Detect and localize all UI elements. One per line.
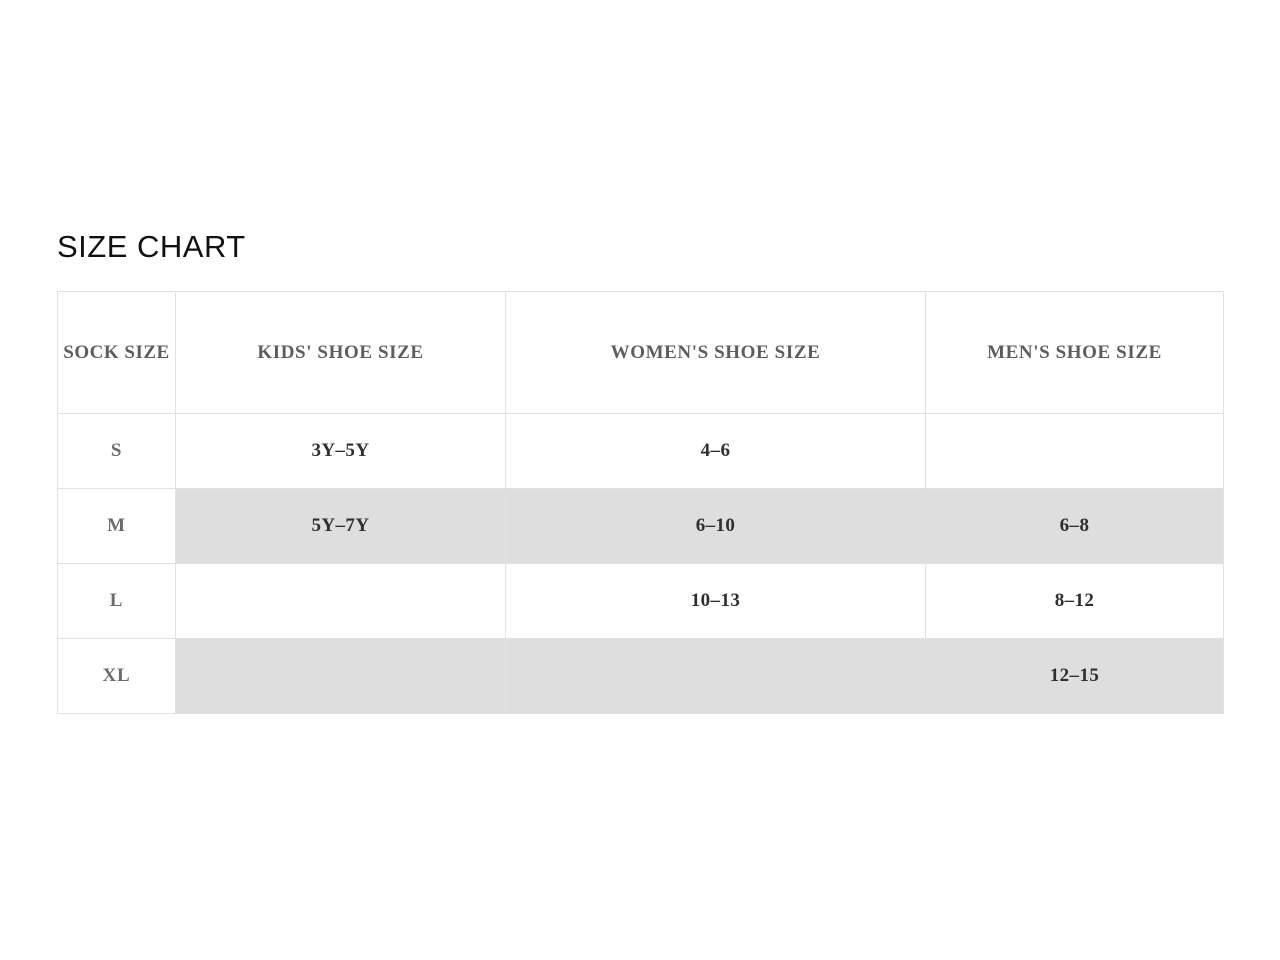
column-header-kids-shoe-size: KIDS' SHOE SIZE — [176, 292, 506, 414]
cell-mens-size — [926, 414, 1224, 489]
cell-sock-size: L — [58, 564, 176, 639]
cell-kids-size: 5Y–7Y — [176, 489, 506, 564]
column-header-womens-shoe-size: WOMEN'S SHOE SIZE — [506, 292, 926, 414]
table-header — [58, 292, 1224, 414]
cell-sock-size: M — [58, 489, 176, 564]
size-chart-table-container — [57, 291, 1223, 714]
cell-womens-size: 10–13 — [506, 564, 926, 639]
table-row — [58, 489, 1224, 564]
cell-mens-size: 12–15 — [926, 639, 1224, 714]
page-title: SIZE CHART — [57, 229, 246, 264]
column-header-sock-size: SOCK SIZE — [58, 292, 176, 414]
cell-womens-size: 4–6 — [506, 414, 926, 489]
table-header-row — [58, 292, 1224, 414]
cell-sock-size: XL — [58, 639, 176, 714]
cell-mens-size: 8–12 — [926, 564, 1224, 639]
cell-kids-size — [176, 564, 506, 639]
cell-womens-size — [506, 639, 926, 714]
cell-kids-size — [176, 639, 506, 714]
table-row — [58, 639, 1224, 714]
cell-womens-size: 6–10 — [506, 489, 926, 564]
column-header-mens-shoe-size: MEN'S SHOE SIZE — [926, 292, 1224, 414]
table-row — [58, 414, 1224, 489]
size-chart-table — [57, 291, 1224, 714]
cell-sock-size: S — [58, 414, 176, 489]
cell-mens-size: 6–8 — [926, 489, 1224, 564]
table-row — [58, 564, 1224, 639]
table-body — [58, 414, 1224, 714]
cell-kids-size: 3Y–5Y — [176, 414, 506, 489]
